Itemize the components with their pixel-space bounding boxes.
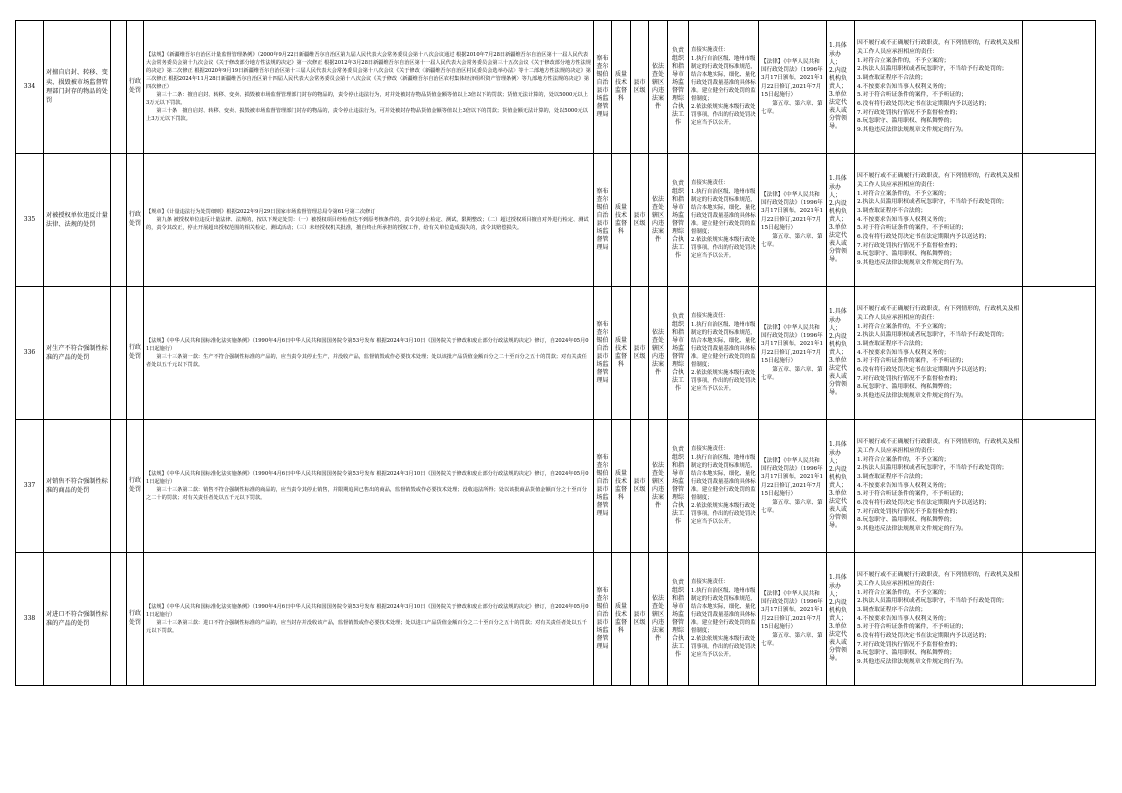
implementing-agency: 察布查尔锡伯自治县市场监督管理局 — [594, 420, 612, 553]
exercise-level: 县市区级 — [631, 287, 649, 420]
accountability-conditions: 因不履行或不正确履行行政职责，有下列情形的，行政机关及相关工作人员应承担相应的责任： 1.对符合立案条件的，不予立案的； 2.执法人员滥用职权或者玩忽职守，不当给予行政处罚的； 3.调查取证程序不合法的； 4.不按要求告知当事人权利义务的； 5.对于符合听证条件的案件，不予听证的； 6.没有将行政处罚决定书在法定期限内予以送达的； 7.对行政处罚执行情况不予监督检查的； 8.玩忽职守、滥用职权、徇私舞弊的； 9.其他违反法律法规规章文件规定的行为。 — [855, 287, 1023, 420]
jurisdiction-scope: 依法查处辖区内违法案件 — [649, 553, 668, 686]
exercise-level: 县市区级 — [631, 553, 649, 686]
item-number: 336 — [16, 287, 44, 420]
item-name: 对销售不符合强制性标准的商品的处罚 — [44, 420, 111, 553]
responsibility-table — [15, 20, 1096, 686]
jurisdiction-scope: 依法查处辖区内违法案件 — [649, 287, 668, 420]
implementation-responsibility: 直接实施责任： 1.执行自治区级、地州市级制定的行政处罚标准规范，结合本地实际，细化、量化行政处罚裁量基准的具体标准。建立健全行政处罚的监督制度； 2.依法依规实施本级行政处罚事项，作出的行政处罚决定应当予以公开。 — [689, 553, 759, 686]
table-row — [16, 154, 1096, 287]
table-row — [16, 21, 1096, 154]
implementation-responsibility: 直接实施责任： 1.执行自治区级、地州市级制定的行政处罚标准规范，结合本地实际，细化、量化行政处罚裁量基准的具体标准。建立健全行政处罚的监督制度； 2.依法依规实施本级行政处罚事项，作出的行政处罚决定应当予以公开。 — [689, 154, 759, 287]
procedure-law: 【法律】《中华人民共和国行政处罚法》（1996年3月17日颁布，2021年1月22日修订,2021年7月15日起施行） 第五章、第六章、第七章。 — [759, 420, 827, 553]
item-name: 对擅自启封、转移、变卖、损毁被市场监督管理部门封存的物品的处罚 — [44, 21, 111, 154]
blank-cell — [111, 287, 127, 420]
responsible-subject: 1.具体承办人； 2.内设机构负责人； 3.单位法定代表人或分管领导。 — [827, 287, 855, 420]
item-kind: 行政处罚 — [127, 420, 144, 553]
legal-basis: 【法规】《中华人民共和国标准化法实施条例》（1990年4月6日中华人民共和国国务院令第53号发布 根据2024年3月10日《国务院关于修改和废止部分行政法规的决定》修订，自2024年05月01日起施行） 第三十三条第二款：销售不符合强制性标准的商品的，应当责令其停止销售，并限期追回已售出的商品，监督销毁或作必要技术处理；没收违法所得；处以该批商品货值金额百分之十至百分之二十的罚款；对有关责任者处以五千元以下罚款。 — [144, 420, 594, 553]
blank-cell — [111, 154, 127, 287]
item-name: 对被授权单位违反计量法律、法规的处罚 — [44, 154, 111, 287]
legal-basis: 【法规】《中华人民共和国标准化法实施条例》（1990年4月6日中华人民共和国国务院令第53号发布 根据2024年3月10日《国务院关于修改和废止部分行政法规的决定》修订，自2024年05月01日起施行） 第三十三条第一款：生产不符合强制性标准的产品的，应当责令其停止生产，并没收产品，监督销毁或作必要技术处理；处以该批产品货值金额百分之二十至百分之五十的罚款；对有关责任者处以五千元以下罚款。 — [144, 287, 594, 420]
responsible-department: 质量技术监督科 — [612, 420, 631, 553]
item-kind: 行政处罚 — [127, 553, 144, 686]
exercise-level: 县市区级 — [631, 154, 649, 287]
table-row — [16, 420, 1096, 553]
item-number: 338 — [16, 553, 44, 686]
table-row — [16, 287, 1096, 420]
responsible-department: 质量技术监督科 — [612, 553, 631, 686]
item-kind: 行政处罚 — [127, 287, 144, 420]
department-duty: 负责组织和指导市场监督管理综合执法工作 — [668, 154, 689, 287]
blank-cell — [111, 420, 127, 553]
remarks-cell — [1023, 287, 1096, 420]
implementing-agency: 察布查尔锡伯自治县市场监督管理局 — [594, 154, 612, 287]
responsible-department: 质量技术监督科 — [612, 287, 631, 420]
jurisdiction-scope: 依法查处辖区内违法案件 — [649, 154, 668, 287]
implementing-agency: 察布查尔锡伯自治县市场监督管理局 — [594, 287, 612, 420]
procedure-law: 【法律】《中华人民共和国行政处罚法》（1996年3月17日颁布，2021年1月22日修订,2021年7月15日起施行） 第五章、第六章、第七章。 — [759, 154, 827, 287]
item-number: 334 — [16, 21, 44, 154]
procedure-law: 【法律】《中华人民共和国行政处罚法》（1996年3月17日颁布，2021年1月22日修订,2021年7月15日起施行） 第五章、第六章、第七章。 — [759, 21, 827, 154]
responsible-department: 质量技术监督科 — [612, 21, 631, 154]
item-kind: 行政处罚 — [127, 154, 144, 287]
accountability-conditions: 因不履行或不正确履行行政职责，有下列情形的，行政机关及相关工作人员应承担相应的责任： 1.对符合立案条件的，不予立案的； 2.执法人员滥用职权或者玩忽职守，不当给予行政处罚的； 3.调查取证程序不合法的； 4.不按要求告知当事人权利义务的； 5.对于符合听证条件的案件，不予听证的； 6.没有将行政处罚决定书在法定期限内予以送达的； 7.对行政处罚执行情况不予监督检查的； 8.玩忽职守、滥用职权、徇私舞弊的； 9.其他违反法律法规规章文件规定的行为。 — [855, 154, 1023, 287]
accountability-conditions: 因不履行或不正确履行行政职责，有下列情形的，行政机关及相关工作人员应承担相应的责任： 1.对符合立案条件的，不予立案的； 2.执法人员滥用职权或者玩忽职守，不当给予行政处罚的； 3.调查取证程序不合法的； 4.不按要求告知当事人权利义务的； 5.对于符合听证条件的案件，不予听证的； 6.没有将行政处罚决定书在法定期限内予以送达的； 7.对行政处罚执行情况不予监督检查的； 8.玩忽职守、滥用职权、徇私舞弊的； 9.其他违反法律法规规章文件规定的行为。 — [855, 21, 1023, 154]
procedure-law: 【法律】《中华人民共和国行政处罚法》（1996年3月17日颁布，2021年1月22日修订,2021年7月15日起施行） 第五章、第六章、第七章。 — [759, 553, 827, 686]
exercise-level: 县市区级 — [631, 21, 649, 154]
implementing-agency: 察布查尔锡伯自治县市场监督管理局 — [594, 21, 612, 154]
blank-cell — [111, 553, 127, 686]
department-duty: 负责组织和指导市场监督管理综合执法工作 — [668, 420, 689, 553]
jurisdiction-scope: 依法查处辖区内违法案件 — [649, 420, 668, 553]
accountability-conditions: 因不履行或不正确履行行政职责，有下列情形的，行政机关及相关工作人员应承担相应的责任： 1.对符合立案条件的，不予立案的； 2.执法人员滥用职权或者玩忽职守，不当给予行政处罚的； 3.调查取证程序不合法的； 4.不按要求告知当事人权利义务的； 5.对于符合听证条件的案件，不予听证的； 6.没有将行政处罚决定书在法定期限内予以送达的； 7.对行政处罚执行情况不予监督检查的； 8.玩忽职守、滥用职权、徇私舞弊的； 9.其他违反法律法规规章文件规定的行为。 — [855, 420, 1023, 553]
department-duty: 负责组织和指导市场监督管理综合执法工作 — [668, 287, 689, 420]
implementation-responsibility: 直接实施责任： 1.执行自治区级、地州市级制定的行政处罚标准规范，结合本地实际，细化、量化行政处罚裁量基准的具体标准。建立健全行政处罚的监督制度； 2.依法依规实施本级行政处罚事项，作出的行政处罚决定应当予以公开。 — [689, 287, 759, 420]
department-duty: 负责组织和指导市场监督管理综合执法工作 — [668, 21, 689, 154]
responsible-subject: 1.具体承办人； 2.内设机构负责人； 3.单位法定代表人或分管领导。 — [827, 420, 855, 553]
item-number: 335 — [16, 154, 44, 287]
blank-cell — [111, 21, 127, 154]
responsibility-list-sheet — [15, 20, 1095, 720]
procedure-law: 【法律】《中华人民共和国行政处罚法》（1996年3月17日颁布，2021年1月22日修订,2021年7月15日起施行） 第五章、第六章、第七章。 — [759, 287, 827, 420]
remarks-cell — [1023, 420, 1096, 553]
jurisdiction-scope: 依法查处辖区内违法案件 — [649, 21, 668, 154]
remarks-cell — [1023, 21, 1096, 154]
legal-basis: 【法规】《中华人民共和国标准化法实施条例》（1990年4月6日中华人民共和国国务院令第53号发布 根据2024年3月10日《国务院关于修改和废止部分行政法规的决定》修订，自2024年05月01日起施行） 第三十三条第三款：进口不符合强制性标准的产品的，应当封存并没收该产品，监督销毁或作必要技术处理；处以进口产品货值金额百分之二十至百分之五十的罚款；对有关责任者处以五千元以下罚款。 — [144, 553, 594, 686]
legal-basis: 【规章】《计量违法行为处罚细则》根据2022年9月29日国家市场监督管理总局令第61号第二次修订 第九条 被授权单位违反计量法律、法规的，按以下规定处罚：（一）被授权项目经检查达不到原考核条件的，责令其停止检定、测试，限期整改；（二）超过授权项目擅自对外进行检定、测试的，责令其改正，停止开展超出授权范围的相关检定、测试活动；（三）未经授权机关批准，擅自终止所承担的授权工作，给有关单位造成损失的，责令其赔偿损失。 — [144, 154, 594, 287]
item-number: 337 — [16, 420, 44, 553]
remarks-cell — [1023, 154, 1096, 287]
responsible-department: 质量技术监督科 — [612, 154, 631, 287]
implementation-responsibility: 直接实施责任： 1.执行自治区级、地州市级制定的行政处罚标准规范，结合本地实际，细化、量化行政处罚裁量基准的具体标准。建立健全行政处罚的监督制度； 2.依法依规实施本级行政处罚事项，作出的行政处罚决定应当予以公开。 — [689, 420, 759, 553]
remarks-cell — [1023, 553, 1096, 686]
exercise-level: 县市区级 — [631, 420, 649, 553]
accountability-conditions: 因不履行或不正确履行行政职责，有下列情形的，行政机关及相关工作人员应承担相应的责任： 1.对符合立案条件的，不予立案的； 2.执法人员滥用职权或者玩忽职守，不当给予行政处罚的； 3.调查取证程序不合法的； 4.不按要求告知当事人权利义务的； 5.对于符合听证条件的案件，不予听证的； 6.没有将行政处罚决定书在法定期限内予以送达的； 7.对行政处罚执行情况不予监督检查的； 8.玩忽职守、滥用职权、徇私舞弊的； 9.其他违反法律法规规章文件规定的行为。 — [855, 553, 1023, 686]
implementation-responsibility: 直接实施责任： 1.执行自治区级、地州市级制定的行政处罚标准规范，结合本地实际，细化、量化行政处罚裁量基准的具体标准。建立健全行政处罚的监督制度； 2.依法依规实施本级行政处罚事项，作出的行政处罚决定应当予以公开。 — [689, 21, 759, 154]
responsible-subject: 1.具体承办人； 2.内设机构负责人； 3.单位法定代表人或分管领导。 — [827, 154, 855, 287]
item-name: 对生产不符合强制性标准的产品的处罚 — [44, 287, 111, 420]
implementing-agency: 察布查尔锡伯自治县市场监督管理局 — [594, 553, 612, 686]
department-duty: 负责组织和指导市场监督管理综合执法工作 — [668, 553, 689, 686]
item-name: 对进口不符合强制性标准的产品的处罚 — [44, 553, 111, 686]
item-kind: 行政处罚 — [127, 21, 144, 154]
responsible-subject: 1.具体承办人； 2.内设机构负责人； 3.单位法定代表人或分管领导。 — [827, 21, 855, 154]
responsible-subject: 1.具体承办人； 2.内设机构负责人； 3.单位法定代表人或分管领导。 — [827, 553, 855, 686]
table-row — [16, 553, 1096, 686]
legal-basis: 【法规】《新疆维吾尔自治区计量监督管理条例》（2000年9月22日新疆维吾尔自治区第九届人民代表大会常务委员会第十八次会议通过 根据2010年7月28日新疆维吾尔自治区第十一届人民代表大会常务委员会第十九次会议《关于修改部分地方性法规的决定》第一次修正 根据2012年3月28日新疆维吾尔自治区第十一届人民代表大会常务委员会第三十五次会议《关于修改部分地方性法规的决定》第二次修正 根据2020年9月19日新疆维吾尔自治区第十三届人民代表大会常务委员会第十八次会议《关于修改〈新疆维吾尔自治区村民委员会选举办法〉等十二部地方性法规的决定》第三次修正 根据2024年11月28日新疆维吾尔自治区第十四届人民代表大会常务委员会第十八次会议《关于修改〈新疆维吾尔自治区农村集体经济组织资产管理条例〉等九部地方性法规的决定》第四次修正） 第三十二条：擅自启封、转移、变卖、损毁被市场监督管理部门封存的物品的，责令停止违法行为，对并处被封存物品货值金额等值以上3倍以下的罚款；货值无法计算的，处以5000元以上3万元以下罚款。 第三十条 擅自启封、转移、变卖、损毁被市场监督管理部门封存的物品的，责令停止违法行为，可并处被封存物品货值金额等值以上3倍以下的罚款；货值金额无法计算的，处以5000元以上3万元以下罚款。 — [144, 21, 594, 154]
